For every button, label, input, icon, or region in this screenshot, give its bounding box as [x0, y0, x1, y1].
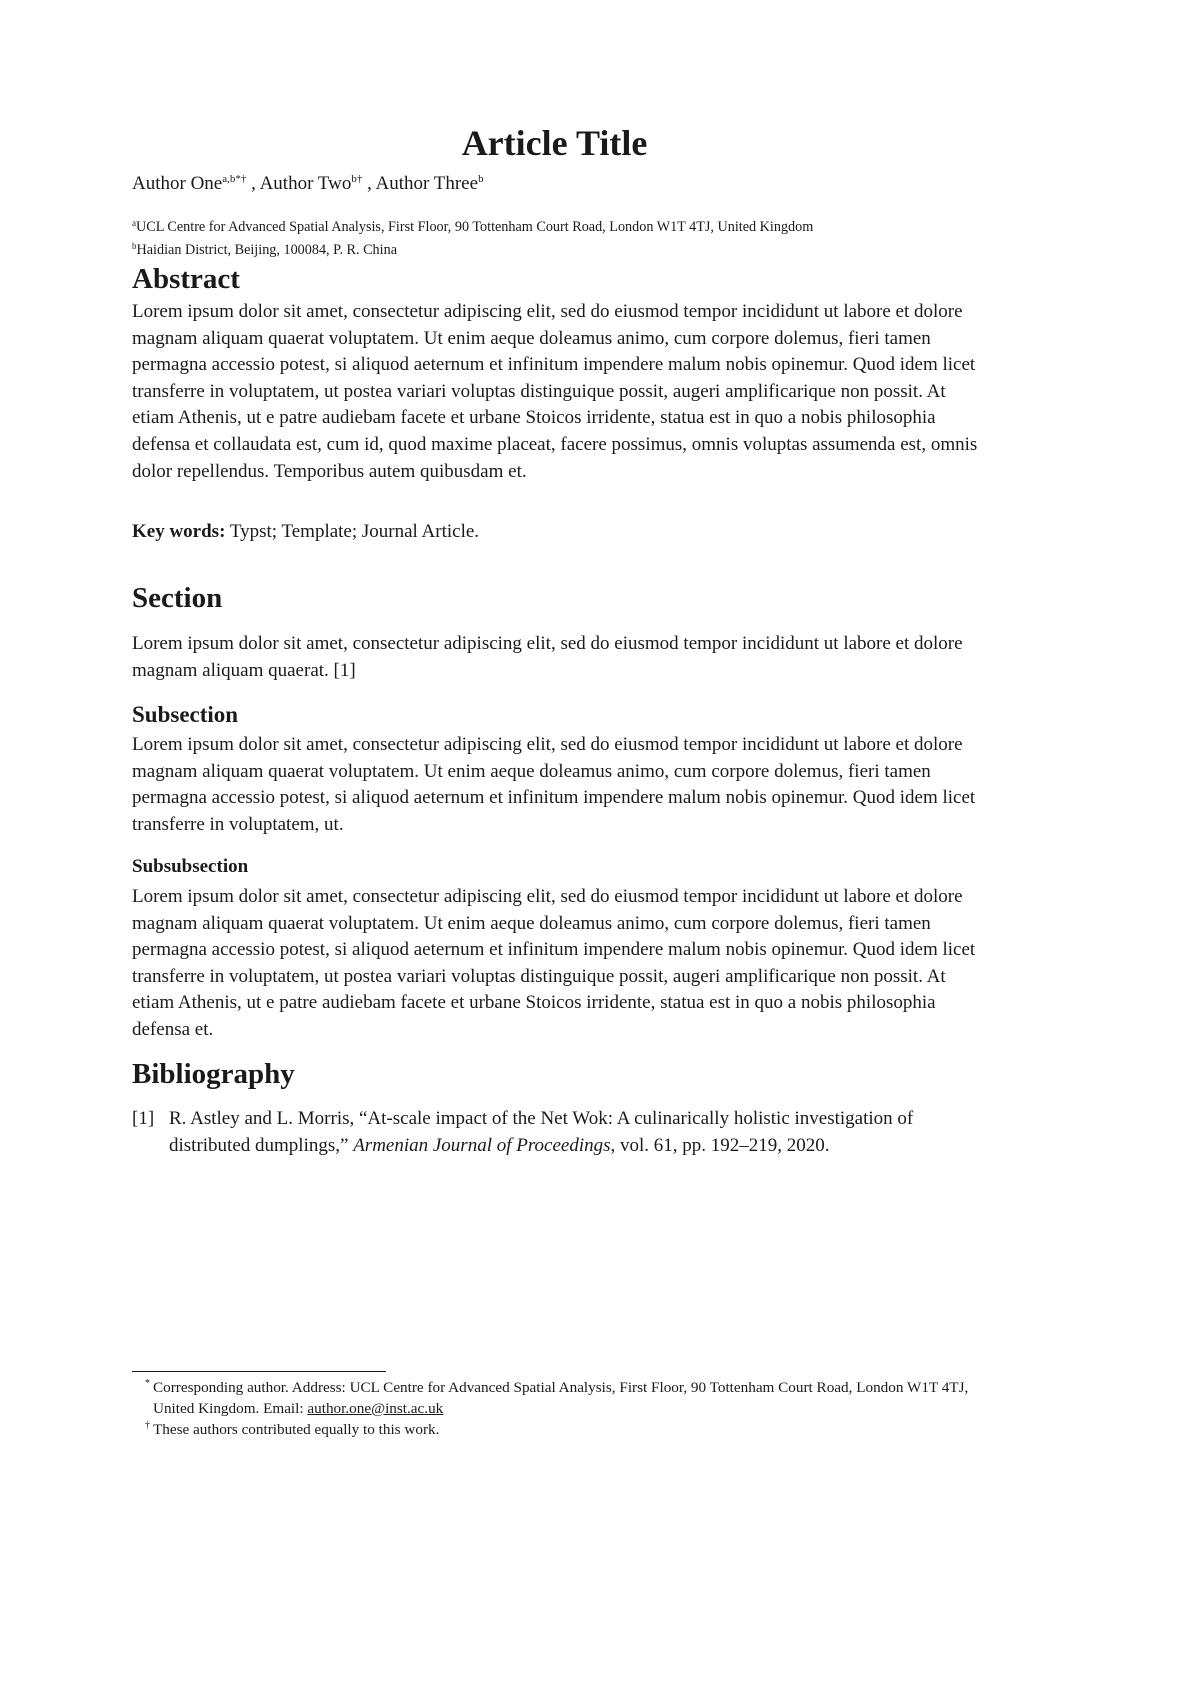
citation-journal: Armenian Journal of Proceedings — [353, 1134, 611, 1156]
footnote-mark: * — [145, 1378, 150, 1389]
section-heading: Section — [132, 582, 223, 614]
author-name: Author Two — [259, 173, 352, 194]
citation-authors-title: R. Astley and L. Morris, “At-scale impact of the Net Wok: A culinarically holistic investigation of distributed dumplings,” — [169, 1108, 914, 1156]
footnote-text: These authors contributed equally to this work. — [153, 1421, 440, 1438]
footnote-text — [153, 1378, 978, 1419]
keywords-label: Key words: — [132, 521, 226, 542]
abstract-heading: Abstract — [132, 263, 240, 295]
affiliation-list — [132, 214, 813, 260]
citation-details: , vol. 61, pp. 192–219, 2020. — [610, 1134, 830, 1156]
affiliation-mark: a — [132, 218, 136, 228]
keywords-text: Typst; Template; Journal Article. — [225, 521, 480, 542]
author-separator: , — [362, 173, 376, 194]
subsection-heading: Subsection — [132, 702, 239, 727]
keywords-line — [132, 521, 479, 543]
affiliation-mark: b — [132, 241, 137, 251]
footnote-divider — [132, 1371, 386, 1372]
affiliation-item — [132, 237, 813, 260]
bibliography-heading: Bibliography — [132, 1058, 295, 1090]
author-list — [132, 173, 484, 195]
article-title: Article Title — [461, 123, 648, 163]
author-name: Author One — [132, 173, 223, 194]
citation-number: [1] — [132, 1108, 155, 1129]
author-name: Author Three — [375, 173, 479, 194]
abstract-text: Lorem ipsum dolor sit amet, consectetur adipiscing elit, sed do eiusmod tempor incididunt ut labore et dolore magnam aliquam quaerat voluptatem. Ut enim aeque doleamus animo, cum corpore dolemus, fieri tamen permagna accessio potest, si aliquod aeternum et infinitum impendere malum nobis opinemur. Quod idem licet transferre in voluptatem, ut postea variari voluptas distinguique possit, augeri amplificarique non possit. At etiam Athenis, ut e patre audiebam facete et urbane Stoicos irridente, statua est in quo a nobis philosophia defensa et collaudata est, cum id, quod maxime placeat, facere possimus, omnis voluptas assumenda est, omnis dolor repellendus. Temporibus autem quibusdam et. — [132, 301, 978, 482]
author-marks: b — [478, 173, 484, 185]
citation-text — [169, 1106, 980, 1159]
affiliation-text: Haidian District, Beijing, 100084, P. R. China — [136, 242, 397, 258]
subsubsection-text: Lorem ipsum dolor sit amet, consectetur adipiscing elit, sed do eiusmod tempor incididunt ut labore et dolore magnam aliquam quaerat voluptatem. Ut enim aeque doleamus animo, cum corpore dolemus, fieri tamen permagna accessio potest, si aliquod aeternum et infinitum impendere malum nobis opinemur. Quod idem licet transferre in voluptatem, ut postea variari voluptas distinguique possit, augeri amplificarique non possit. At etiam Athenis, ut e patre audiebam facete et urbane Stoicos irridente, statua est in quo a nobis philosophia defensa et. — [132, 886, 976, 1040]
author-marks: b† — [351, 173, 363, 185]
author-marks: a,b*† — [222, 173, 247, 185]
subsubsection-heading: Subsubsection — [132, 856, 249, 877]
section-text: Lorem ipsum dolor sit amet, consectetur adipiscing elit, sed do eiusmod tempor incididunt ut labore et dolore magnam aliquam quaerat. [1] — [132, 633, 963, 681]
affiliation-text: UCL Centre for Advanced Spatial Analysis, First Floor, 90 Tottenham Court Road, London W1T 4TJ, United Kingdom — [136, 219, 814, 235]
author-separator: , — [246, 173, 260, 194]
footnote-mark: † — [145, 1420, 150, 1431]
footnote-body: Corresponding author. Address: UCL Centre for Advanced Spatial Analysis, First Floor, 90 Tottenham Court Road, London W1T 4TJ, United Kingdom. Email: — [153, 1379, 969, 1417]
email-link[interactable]: author.one@inst.ac.uk — [307, 1399, 444, 1417]
affiliation-item — [132, 214, 813, 237]
subsection-text: Lorem ipsum dolor sit amet, consectetur adipiscing elit, sed do eiusmod tempor incididunt ut labore et dolore magnam aliquam quaerat voluptatem. Ut enim aeque doleamus animo, cum corpore dolemus, fieri tamen permagna accessio potest, si aliquod aeternum et infinitum impendere malum nobis opinemur. Quod idem licet transferre in voluptatem, ut. — [132, 734, 976, 835]
